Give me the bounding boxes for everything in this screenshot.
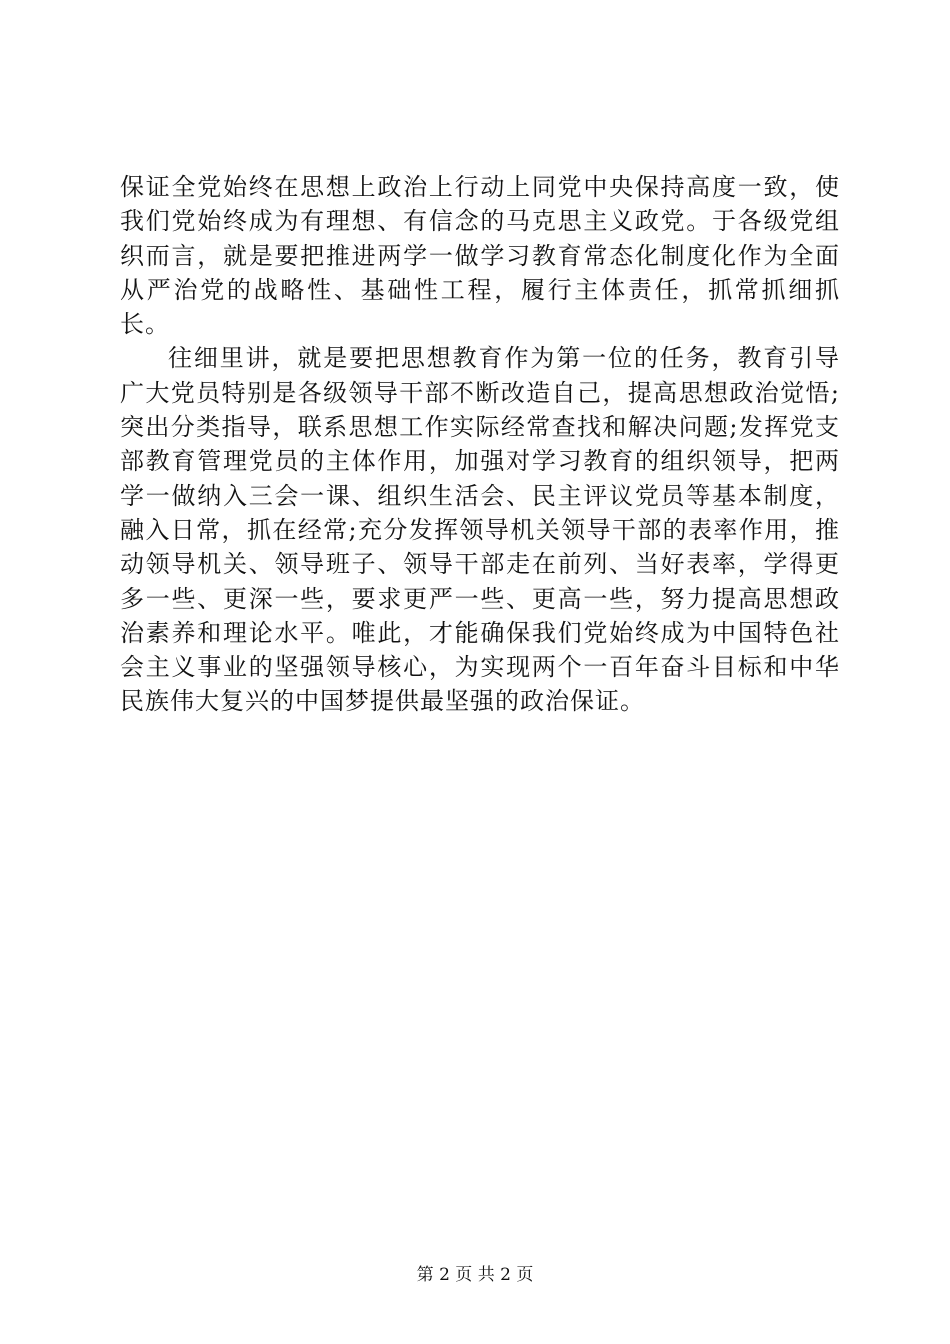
document-body (120, 170, 840, 719)
body-paragraph: 往细里讲，就是要把思想教育作为第一位的任务，教育引导广大党员特别是各级领导干部不断改造自己，提高思想政治觉悟;突出分类指导，联系思想工作实际经常查找和解决问题;发挥党支部教育管理党员的主体作用，加强对学习教育的组织领导，把两学一做纳入三会一课、组织生活会、民主评议党员等基本制度，融入日常，抓在经常;充分发挥领导机关领导干部的表率作用，推动领导机关、领导班子、领导干部走在前列、当好表率，学得更多一些、更深一些，要求更严一些、更高一些，努力提高思想政治素养和理论水平。唯此，才能确保我们党始终成为中国特色社会主义事业的坚强领导核心，为实现两个一百年奋斗目标和中华民族伟大复兴的中国梦提供最坚强的政治保证。 (120, 344, 840, 716)
page-footer (0, 1265, 950, 1285)
body-paragraph-continued: 保证全党始终在思想上政治上行动上同党中央保持高度一致，使我们党始终成为有理想、有信念的马克思主义政党。于各级党组织而言，就是要把推进两学一做学习教育常态化制度化作为全面从严治党的战略性、基础性工程，履行主体责任，抓常抓细抓长。 (120, 173, 840, 339)
page-number-label: 第 2 页 共 2 页 (416, 1265, 534, 1285)
